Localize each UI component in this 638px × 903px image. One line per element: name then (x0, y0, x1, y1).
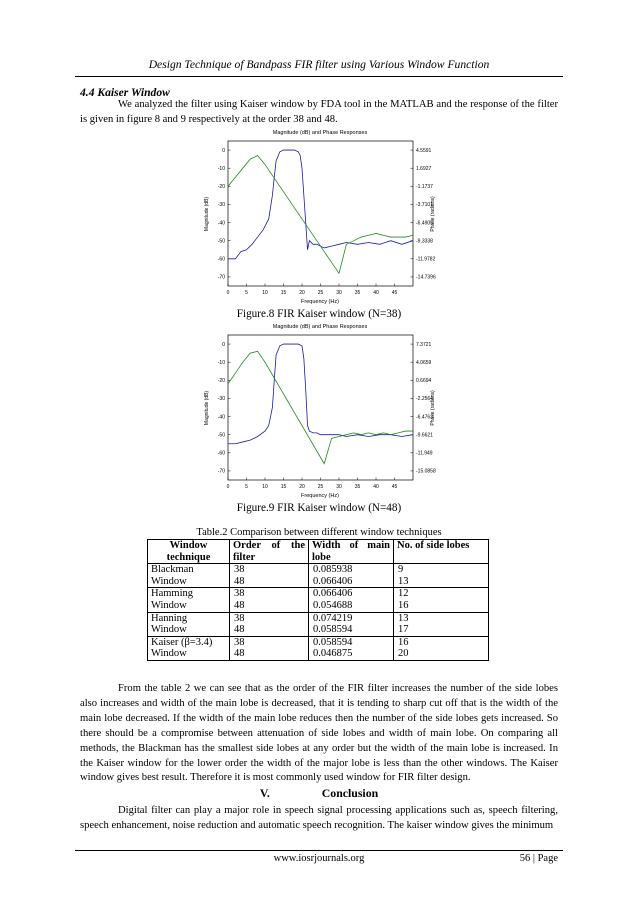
x-tick-label: 40 (373, 484, 379, 490)
x-tick-label: 25 (317, 484, 324, 490)
x-tick-label: 25 (317, 290, 324, 296)
footer-url: www.iosrjournals.org (273, 853, 365, 864)
side-lobes-value: 16 (398, 599, 409, 611)
side-lobes-value: 13 (398, 575, 409, 587)
y-tick-label-right: -15.0858 (416, 468, 436, 475)
figure-9-xlabel: Frequency (Hz) (301, 493, 339, 499)
y-tick-label-right: -9.3338 (416, 238, 433, 245)
x-tick-label: 35 (354, 484, 361, 490)
y-tick-label-left: -40 (217, 220, 225, 227)
y-tick-label-right: -6.4905 (416, 220, 433, 227)
x-tick-label: 15 (280, 290, 287, 296)
window-name: Hamming (151, 588, 193, 600)
lobe-width-value: 0.085938 (313, 564, 353, 576)
header-main-lobe-width: Width of main lobe (309, 540, 394, 564)
table-header-row (148, 540, 489, 564)
header-side-lobes: No. of side lobes (394, 540, 489, 564)
y-tick-label-right: -11.9782 (416, 256, 436, 263)
x-tick-label: 20 (299, 290, 305, 296)
figure-8-ylabel-right: Phase (radians) (430, 196, 436, 232)
order-value: 48 (234, 599, 245, 611)
x-tick-label: 30 (336, 484, 342, 490)
footer-rule (75, 850, 563, 851)
window-name: Kaiser (β=3.4) (151, 636, 213, 648)
x-tick-label: 10 (262, 290, 268, 296)
x-tick-label: 45 (391, 290, 398, 296)
y-tick-label-left: -20 (217, 184, 225, 191)
side-lobes-value: 9 (398, 564, 404, 576)
window-name-suffix: Window (151, 624, 187, 636)
figure-8-caption: Figure.8 FIR Kaiser window (N=38) (236, 308, 402, 320)
y-tick-label-left: -30 (217, 396, 225, 403)
y-tick-label-right: -9.6621 (416, 432, 433, 439)
x-tick-label: 30 (336, 290, 342, 296)
intro-paragraph (80, 98, 558, 128)
lobe-width-value: 0.046875 (313, 648, 353, 660)
y-tick-label-left: -20 (217, 378, 225, 385)
y-tick-label-right: -1.1737 (416, 184, 433, 191)
window-name: Hanning (151, 612, 188, 624)
side-lobes-value: 13 (398, 612, 409, 624)
table-row (148, 612, 489, 636)
x-tick-label: 15 (280, 484, 287, 490)
header-order: Order of the filter (230, 540, 309, 564)
conclusion-paragraph (80, 804, 558, 834)
figure-9-ylabel-right: Phase (radians) (430, 390, 436, 426)
y-tick-label-left: -70 (217, 274, 225, 281)
table-row (148, 636, 489, 660)
lobe-width-value: 0.066406 (313, 588, 353, 600)
x-tick-label: 35 (354, 290, 361, 296)
y-tick-label-left: 0 (222, 341, 225, 348)
y-tick-label-right: 1.6927 (416, 165, 432, 172)
figure-9-title: Magnitude (dB) and Phase Responses (272, 324, 368, 330)
order-value: 38 (234, 564, 245, 576)
order-value: 48 (234, 648, 245, 660)
header-rule (75, 76, 563, 77)
lobe-width-value: 0.058594 (313, 624, 353, 636)
figure-8-xlabel: Frequency (Hz) (301, 299, 339, 305)
comparison-table (147, 539, 489, 661)
table-row (148, 588, 489, 612)
y-tick-label-right: -2.2564 (416, 396, 433, 403)
order-value: 38 (234, 588, 245, 600)
figure-8-plot-frame (228, 141, 413, 286)
x-tick-label: 5 (245, 290, 248, 296)
y-tick-label-left: -40 (217, 414, 225, 421)
order-value: 38 (234, 612, 245, 624)
y-tick-label-left: -10 (217, 359, 225, 366)
y-tick-label-left: -50 (217, 238, 225, 245)
figure-8-chart (200, 126, 440, 306)
y-tick-label-left: 0 (222, 147, 225, 154)
footer-page-number: 56 | Page (519, 853, 558, 864)
y-tick-label-right: 0.6694 (416, 378, 432, 385)
figure-8-ylabel-left: Magnitude (dB) (204, 196, 210, 232)
x-tick-label: 20 (299, 484, 305, 490)
conclusion-text: Digital filter can play a major role in speech signal processing applications such as, speech filtering, speech enhancement, noise reduction and automatic speech recognition. The kaiser window gives the minimum (80, 805, 558, 831)
y-tick-label-right: -11.949 (416, 450, 433, 457)
y-tick-label-left: -30 (217, 202, 225, 209)
y-tick-label-left: -60 (217, 256, 225, 263)
section-heading: 4.4 Kaiser Window (80, 86, 170, 99)
running-header: Design Technique of Bandpass FIR filter using Various Window Function (148, 58, 490, 71)
discussion-paragraph (80, 682, 558, 786)
conclusion-heading (0, 786, 638, 801)
table-caption: Table.2 Comparison between different window techniques (196, 527, 442, 538)
conclusion-number: V. (259, 786, 270, 800)
x-tick-label: 0 (226, 290, 230, 296)
y-tick-label-right: -3.7101 (416, 202, 433, 209)
lobe-width-value: 0.074219 (313, 612, 353, 624)
side-lobes-value: 16 (398, 636, 409, 648)
window-name-suffix: Window (151, 575, 187, 587)
x-tick-label: 40 (373, 290, 379, 296)
figure-9-plot-frame (228, 335, 413, 480)
conclusion-title: Conclusion (321, 786, 379, 800)
y-tick-label-left: -50 (217, 432, 225, 439)
x-tick-label: 45 (391, 484, 398, 490)
y-tick-label-left: -70 (217, 468, 225, 475)
window-name: Blackman (151, 564, 194, 576)
lobe-width-value: 0.066406 (313, 575, 353, 587)
y-tick-label-right: -6.4763 (416, 414, 433, 421)
y-tick-label-right: 4.5591 (416, 147, 432, 154)
figure-9-caption: Figure.9 FIR Kaiser window (N=48) (236, 502, 402, 514)
order-value: 48 (234, 575, 245, 587)
order-value: 48 (234, 624, 245, 636)
side-lobes-value: 12 (398, 588, 409, 600)
figure-9-ylabel-left: Magnitude (dB) (204, 390, 210, 426)
side-lobes-value: 17 (398, 624, 409, 636)
figure-8-title: Magnitude (dB) and Phase Responses (272, 130, 368, 136)
header-window-technique: Window technique (148, 540, 230, 564)
y-tick-label-left: -60 (217, 450, 225, 457)
y-tick-label-right: -14.7396 (416, 274, 436, 281)
side-lobes-value: 20 (398, 648, 409, 660)
x-tick-label: 5 (245, 484, 248, 490)
y-tick-label-left: -10 (217, 165, 225, 172)
lobe-width-value: 0.058594 (313, 636, 353, 648)
figure-9-chart (200, 320, 440, 500)
y-tick-label-right: 4.0659 (416, 359, 432, 366)
y-tick-label-right: 7.3721 (416, 341, 432, 348)
table-row (148, 564, 489, 588)
x-tick-label: 0 (226, 484, 230, 490)
intro-paragraph-text: We analyzed the filter using Kaiser window by FDA tool in the MATLAB and the response of the filter is given in figure 8 and 9 respectively at the order 38 and 48. (80, 99, 558, 125)
window-name-suffix: Window (151, 648, 187, 660)
lobe-width-value: 0.054688 (313, 599, 353, 611)
window-name-suffix: Window (151, 599, 187, 611)
order-value: 38 (234, 636, 245, 648)
discussion-text: From the table 2 we can see that as the order of the FIR filter increases the number of the side lobes also increases and width of the main lobe is decreased, that it is tending to sharp cut off that is the width of the main lobe decreased. If the width of the main lobe reduces then the number of the side lobes gets increased. So there should be a compromise between attenuation of side lobes and width of main lobe. On comparing all methods, the Blackman has the smallest side lobes at any order but the width of the main lobe is increased. In the Kaiser window for the lower order the width of the major lobe is less than the other windows. The Kaiser window gives best result. Therefore it is most commonly used window for FIR filter design. (80, 683, 558, 784)
x-tick-label: 10 (262, 484, 268, 490)
